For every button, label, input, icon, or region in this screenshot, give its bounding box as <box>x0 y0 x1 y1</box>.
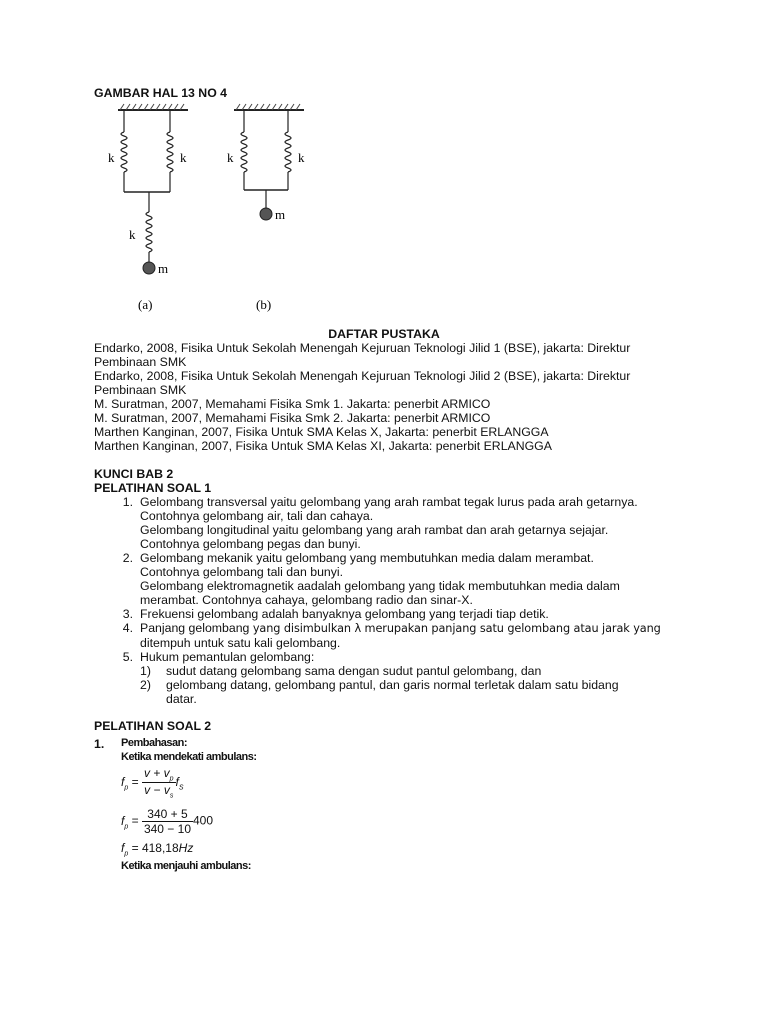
eq1-rhs: $f_S$ <box>175 775 184 792</box>
item-line: merambat. Contohnya cahaya, gelombang radio dan sinar-X. <box>140 593 473 607</box>
solution-number: 1. <box>94 737 105 751</box>
label-k-a-left: k <box>108 150 115 165</box>
pembahasan-label: Pembahasan: <box>121 737 188 749</box>
bibliography-title: DAFTAR PUSTAKA <box>328 327 440 341</box>
answer-item <box>94 650 694 664</box>
sub-item-number: 1) <box>140 664 151 678</box>
item-line: Contohnya gelombang tali dan bunyi. <box>140 565 344 579</box>
section1-title: PELATIHAN SOAL 1 <box>94 481 212 495</box>
item-line: Gelombang transversal yaitu gelombang yang arah rambat tegak lurus pada arah getarnya. <box>140 495 638 509</box>
item-text: Panjang gelombang <box>140 621 253 635</box>
eq2-fraction: $\frac{340 + 5}{340 - 10}$ <box>143 807 191 836</box>
eq2-lhs: $f_p$ <box>121 813 129 831</box>
item-line <box>140 621 661 636</box>
mass-a <box>143 262 155 274</box>
spring-b-left <box>241 110 247 190</box>
item-line: Gelombang mekanik yaitu gelombang yang membutuhkan media dalam merambat. <box>140 551 594 565</box>
item-line: Hukum pemantulan gelombang: <box>140 650 315 664</box>
bib-entry: M. Suratman, 2007, Memahami Fisika Smk 2. Jakarta: penerbit ARMICO <box>94 411 491 425</box>
eq3-lhs: $f_p$ <box>121 841 129 858</box>
item-text-condensed: yang disimbulkan λ merupakan panjang satu gelombang atau jarak yang <box>252 622 661 635</box>
eq2-equals: = <box>131 813 139 828</box>
item-line: ditempuh untuk satu kali gelombang. <box>140 636 341 650</box>
bib-entry: M. Suratman, 2007, Memahami Fisika Smk 1. Jakarta: penerbit ARMICO <box>94 397 491 411</box>
label-m-a: m <box>158 261 169 276</box>
menjauhi-label: Ketika menjauhi ambulans: <box>121 860 251 872</box>
bib-entry: Marthen Kanginan, 2007, Fisika Untuk SMA Kelas XI, Jakarta: penerbit ERLANGGA <box>94 439 552 453</box>
item-line: Frekuensi gelombang adalah banyaknya gelombang yang terjadi tiap detik. <box>140 607 549 621</box>
item-line: Contohnya gelombang pegas dan bunyi. <box>140 537 361 551</box>
eq1-fraction: $\frac{v + v_p}{v - v_s}$ <box>143 766 174 800</box>
label-m-b: m <box>275 207 286 222</box>
sub-item <box>94 678 694 706</box>
bib-entry <box>94 341 694 369</box>
answer-list <box>94 495 694 706</box>
bib-entry <box>94 369 694 397</box>
mendekati-label: Ketika mendekati ambulans: <box>121 751 257 763</box>
eq3-value: 418,18 <box>141 841 179 855</box>
mass-b <box>260 208 272 220</box>
item-number: 1. <box>122 495 133 509</box>
spring-a-lower <box>146 192 152 262</box>
item-number: 5. <box>122 650 133 664</box>
label-k-b-right: k <box>298 150 305 165</box>
kunci-title: KUNCI BAB 2 <box>94 467 174 481</box>
caption-a: (a) <box>138 297 153 312</box>
equation-3 <box>121 841 193 857</box>
spring-b-right <box>285 110 291 190</box>
label-k-a-lower: k <box>129 227 136 242</box>
bib-entry-line: Pembinaan SMK <box>94 355 187 369</box>
eq1-lhs: $f_p$ <box>121 775 129 792</box>
sub-item-number: 2) <box>140 678 151 692</box>
item-line: gelombang datang, gelombang pantul, dan garis normal terletak dalam satu bidang <box>166 678 619 692</box>
item-line: Contohnya gelombang air, tali dan cahaya. <box>140 509 374 523</box>
item-line: datar. <box>166 692 197 706</box>
equation-2 <box>121 807 213 836</box>
label-k-b-left: k <box>227 150 234 165</box>
section2-title: PELATIHAN SOAL 2 <box>94 719 212 733</box>
label-k-a-right: k <box>180 150 187 165</box>
ceiling-a <box>118 104 188 110</box>
spring-system-figure <box>110 104 310 314</box>
spring-a-right <box>167 110 173 192</box>
eq2-rhs: 400 <box>193 813 214 828</box>
eq1-equals: = <box>131 775 139 790</box>
answer-item <box>94 551 694 607</box>
item-number: 4. <box>122 621 133 635</box>
answer-item <box>94 495 694 551</box>
bib-entry-line: Endarko, 2008, Fisika Untuk Sekolah Menengah Kejuruan Teknologi Jilid 1 (BSE), jakarta: Direktur <box>94 341 631 355</box>
item-line: Gelombang elektromagnetik aadalah gelombang yang tidak membutuhkan media dalam <box>140 579 620 593</box>
bibliography-list <box>94 341 694 453</box>
item-number: 2. <box>122 551 133 565</box>
item-line: Gelombang longitudinal yaitu gelombang yang arah rambat dan arah getarnya sejajar. <box>140 523 609 537</box>
caption-b: (b) <box>256 297 272 312</box>
equation-1 <box>121 766 184 800</box>
item-number: 3. <box>122 607 133 621</box>
sub-item <box>94 664 694 678</box>
bib-entry-line: Endarko, 2008, Fisika Untuk Sekolah Menengah Kejuruan Teknologi Jilid 2 (BSE), jakarta: Direktur <box>94 369 631 383</box>
eq3-equals: = <box>131 841 139 855</box>
answer-item <box>94 607 694 621</box>
ceiling-b <box>234 104 304 110</box>
bib-entry-line: Pembinaan SMK <box>94 383 187 397</box>
item-line: sudut datang gelombang sama dengan sudut pantul gelombang, dan <box>166 664 542 678</box>
figure-heading: GAMBAR HAL 13 NO 4 <box>94 86 228 100</box>
spring-a-left <box>121 110 127 192</box>
eq3-unit: Hz <box>178 841 194 855</box>
bib-entry: Marthen Kanginan, 2007, Fisika Untuk SMA Kelas X, Jakarta: penerbit ERLANGGA <box>94 425 549 439</box>
answer-item <box>94 621 694 650</box>
